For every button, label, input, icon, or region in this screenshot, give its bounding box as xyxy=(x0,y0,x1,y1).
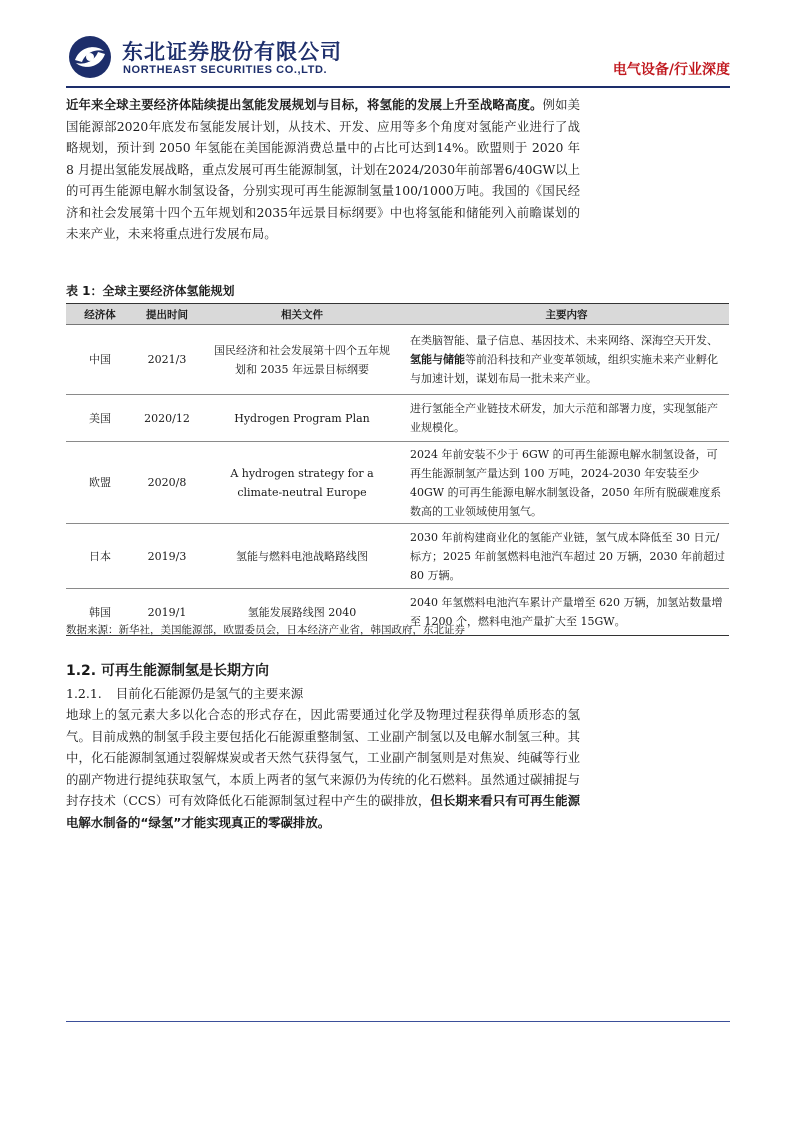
subsection-number: 1.2.1. xyxy=(66,686,102,701)
intro-paragraph xyxy=(66,94,580,245)
subsection-heading xyxy=(66,684,303,702)
northeast-securities-logo-icon xyxy=(66,34,114,80)
company-name-en: NORTHEAST SECURITIES CO.,LTD. xyxy=(123,64,328,76)
section-heading: 1.2. 可再生能源制氢是长期方向 xyxy=(66,663,269,679)
content-text: 等前沿科技和产业变革领域，组织实施未来产业孵化与加速计划，谋划布局一批未来产业。 xyxy=(410,353,718,385)
cell-content: 进行氢能全产业链技术研发，加大示范和部署力度，实现氢能产业规模化。 xyxy=(404,395,729,442)
cell-economy: 日本 xyxy=(66,524,134,589)
table-source: 数据来源：新华社，美国能源部，欧盟委员会，日本经济产业省，韩国政府，东北证券 xyxy=(66,624,465,636)
hydrogen-plan-table xyxy=(66,303,729,636)
cell-economy: 美国 xyxy=(66,395,134,442)
cell-content xyxy=(404,325,729,395)
cell-document: A hydrogen strategy for a climate-neutral Europe xyxy=(200,442,404,524)
company-name-cn: 东北证券股份有限公司 xyxy=(122,40,342,64)
cell-content: 2030 年前构建商业化的氢能产业链，氢气成本降低至 30 日元/标方；2025 年前氢燃料电池汽车超过 20 万辆，2030 年前超过 80 万辆。 xyxy=(404,524,729,589)
cell-date: 2019/1 xyxy=(134,589,200,636)
intro-body: 例如美国能源部2020年底发布氢能发展计划，从技术、开发、应用等多个角度对氢能产业进行了战略规划，预计到 2050 年氢能在美国能源消费总量中的占比可达到14%。欧盟则于 2020 年 8 月提出氢能发展战略，重点发展可再生能源制氢，计划在2024/2030年前部署6/40GW以上的可再生能源电解水制氢设备，分别实现可再生能源制氢量100/1000万吨。我国的《国民经济和社会发展第十四个五年规划和2035年远景目标纲要》中也将氢能和储能列入前瞻谋划的未来产业，未来将重点进行发展布局。 xyxy=(66,97,581,241)
cell-date: 2021/3 xyxy=(134,325,200,395)
column-header-date: 提出时间 xyxy=(134,304,200,325)
column-header-content: 主要内容 xyxy=(404,304,729,325)
section-conclusion-bold: 但长期来看只有可再生能源电解水制备的“绿氢”才能实现真正的零碳排放。 xyxy=(66,793,580,830)
report-category: 电气设备/行业深度 xyxy=(612,62,730,78)
cell-document: 国民经济和社会发展第十四个五年规划和 2035 年远景目标纲要 xyxy=(200,325,404,395)
cell-economy: 韩国 xyxy=(66,589,134,636)
cell-date: 2020/8 xyxy=(134,442,200,524)
table-row-usa xyxy=(66,395,729,442)
subsection-title: 目前化石能源仍是氢气的主要来源 xyxy=(115,686,304,701)
content-text: 在类脑智能、量子信息、基因技术、未来网络、深海空天开发、 xyxy=(410,334,718,347)
cell-date: 2020/12 xyxy=(134,395,200,442)
table-row-eu xyxy=(66,442,729,524)
page-header xyxy=(66,34,730,84)
table-row-japan xyxy=(66,524,729,589)
cell-date: 2019/3 xyxy=(134,524,200,589)
cell-document: Hydrogen Program Plan xyxy=(200,395,404,442)
footer-divider xyxy=(66,1021,730,1022)
table-row-china xyxy=(66,325,729,395)
cell-content: 2040 年氢燃料电池汽车累计产量增至 620 万辆，加氢站数量增至 1200 个，燃料电池产量扩大至 15GW。 xyxy=(404,589,729,636)
cell-economy: 中国 xyxy=(66,325,134,395)
table-header-row xyxy=(66,304,729,325)
cell-content: 2024 年前安装不少于 6GW 的可再生能源电解水制氢设备，可再生能源制氢产量达到 100 万吨，2024-2030 年安装至少 40GW 的可再生能源电解水制氢设备，2050 年所有脱碳难度系数高的工业领域使用氢气。 xyxy=(404,442,729,524)
content-highlight: 氢能与储能 xyxy=(410,353,465,366)
column-header-document: 相关文件 xyxy=(200,304,404,325)
cell-economy: 欧盟 xyxy=(66,442,134,524)
column-header-economy: 经济体 xyxy=(66,304,134,325)
intro-lead-bold: 近年来全球主要经济体陆续提出氢能发展规划与目标，将氢能的发展上升至战略高度。 xyxy=(66,97,543,112)
cell-document: 氢能发展路线图 2040 xyxy=(200,589,404,636)
header-divider xyxy=(66,86,730,88)
section-body: 地球上的氢元素大多以化合态的形式存在，因此需要通过化学及物理过程获得单质形态的氢气。目前成熟的制氢手段主要包括化石能源重整制氢、工业副产制氢以及电解水制氢三种。其中，化石能源制氢通过裂解煤炭或者天然气获得氢气，工业副产制氢则是对焦炭、纯碱等行业的副产物进行提纯获取氢气，本质上两者的氢气来源仍为传统的化石燃料。虽然通过碳捕捉与封存技术（CCS）可有效降低化石能源制氢过程中产生的碳排放， xyxy=(66,707,580,808)
cell-document: 氢能与燃料电池战略路线图 xyxy=(200,524,404,589)
section-paragraph xyxy=(66,704,580,833)
table-title: 表 1：全球主要经济体氢能规划 xyxy=(66,284,235,298)
